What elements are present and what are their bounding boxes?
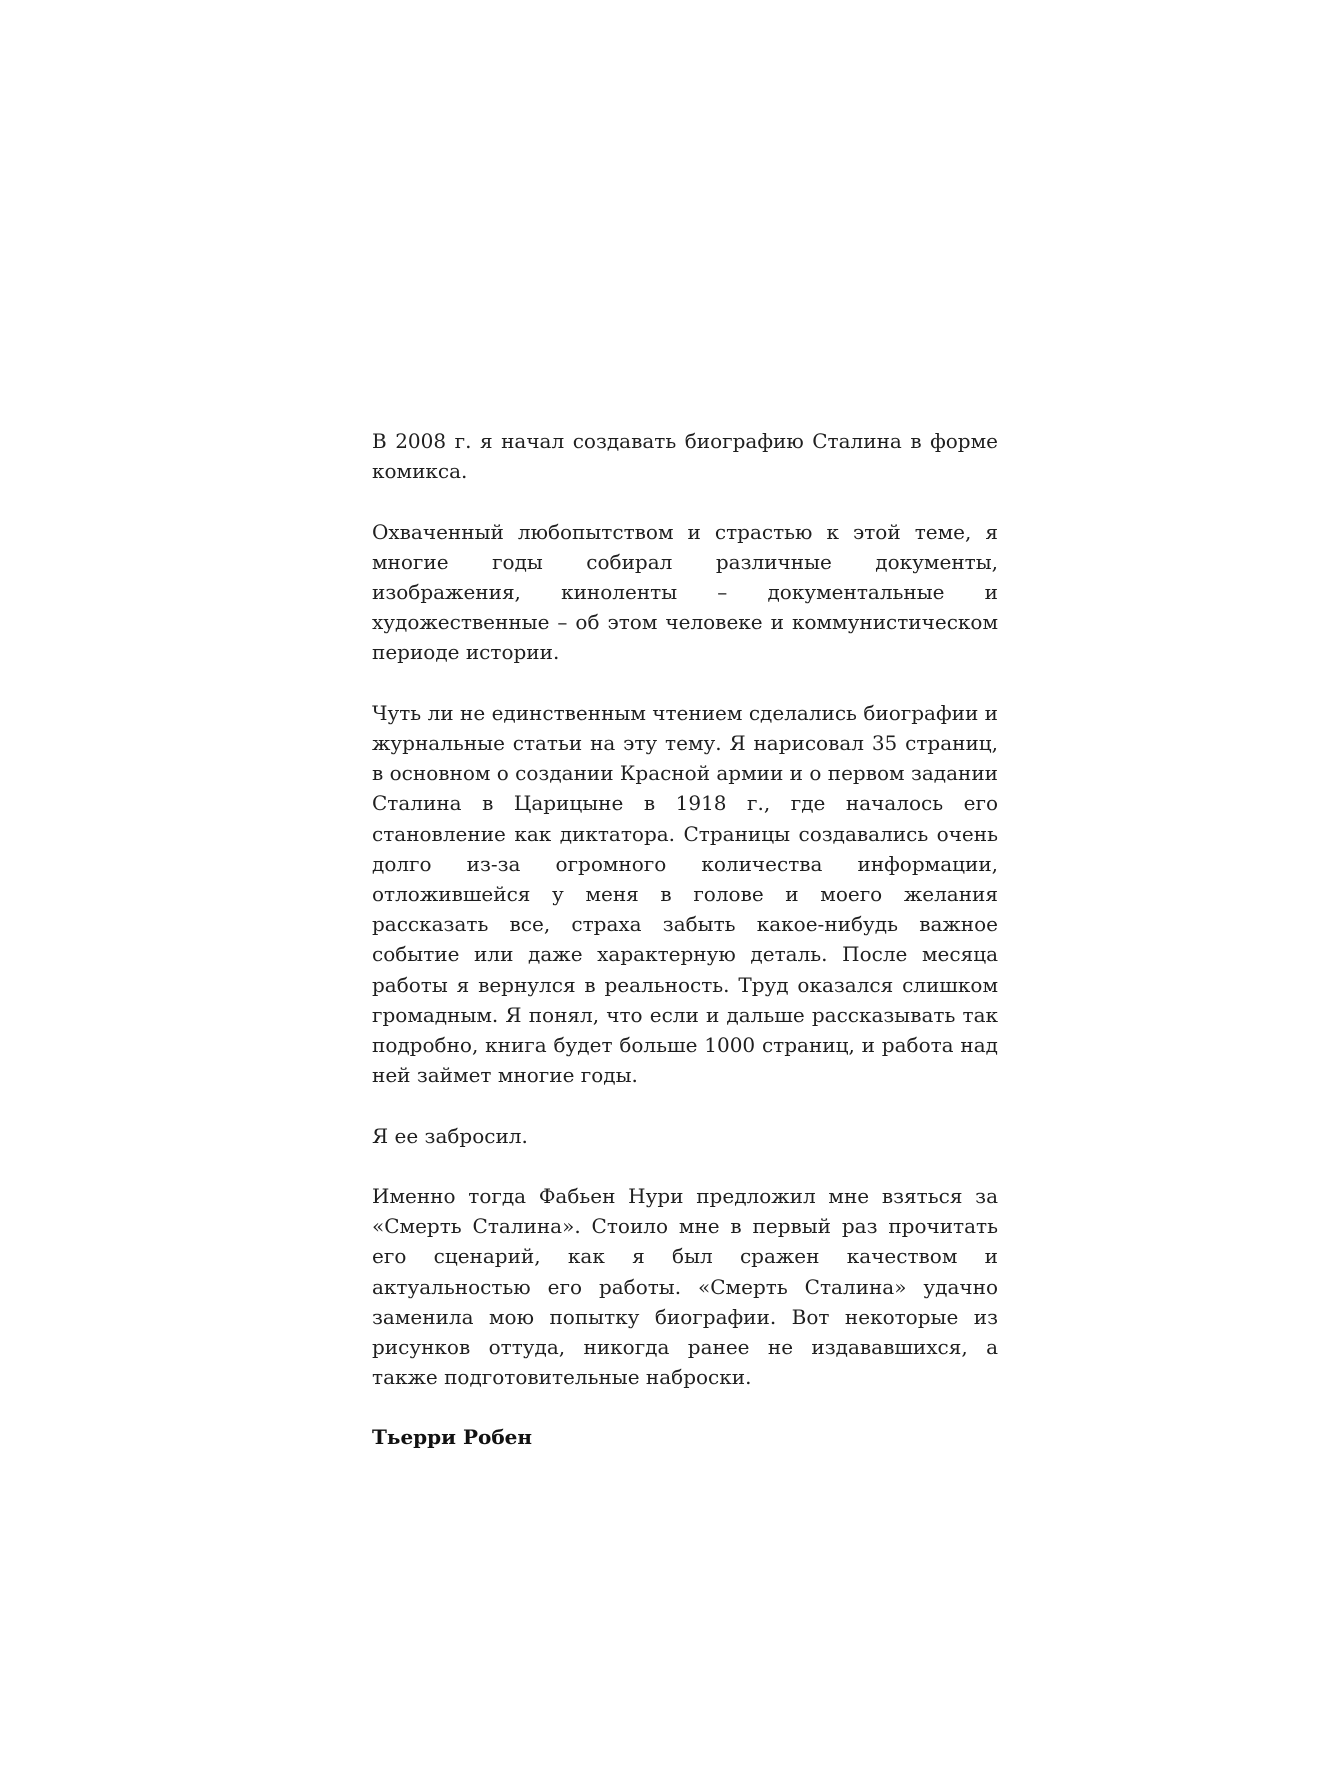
paragraph-3: Чуть ли не единственным чтением сделались биографии и журнальные статьи на эту тему. Я нарисовал 35 страниц, в основном о создании Красной армии и о первом задании Сталина в Царицыне в 1918 г., где началось его становление как диктатора. Страницы создавались очень долго из-за огромного количества информации, отложившейся у меня в голове и моего желания рассказать все, страха забыть какое-нибудь важное событие или даже характерную деталь. После месяца работы я вернулся в реальность. Труд оказался слишком громадным. Я понял, что если и дальше рассказывать так подробно, книга будет больше 1000 страниц, и работа над ней займет многие годы. [372, 700, 999, 1088]
paragraph-1: В 2008 г. я начал создавать биографию Сталина в форме комикса. [372, 429, 998, 484]
paragraph-2: Охваченный любопытством и страстью к этой теме, я многие годы собирал различные документы, изображения, киноленты – документальные и художественные – об этом человеке и коммунистическом периоде истории. [372, 519, 998, 665]
preface-text [372, 426, 998, 1483]
author-signature: Тьерри Робен [372, 1425, 533, 1450]
paragraph-4: Я ее забросил. [372, 1123, 528, 1148]
paragraph-5: Именно тогда Фабьен Нури предложил мне взяться за «Смерть Сталина». Стоило мне в первый раз прочитать его сценарий, как я был сражен качеством и актуальностью его работы. «Смерть Сталина» удачно заменила мою попытку биографии. Вот некоторые из рисунков оттуда, никогда ранее не издававшихся, а также подготовительные наброски. [372, 1184, 998, 1390]
